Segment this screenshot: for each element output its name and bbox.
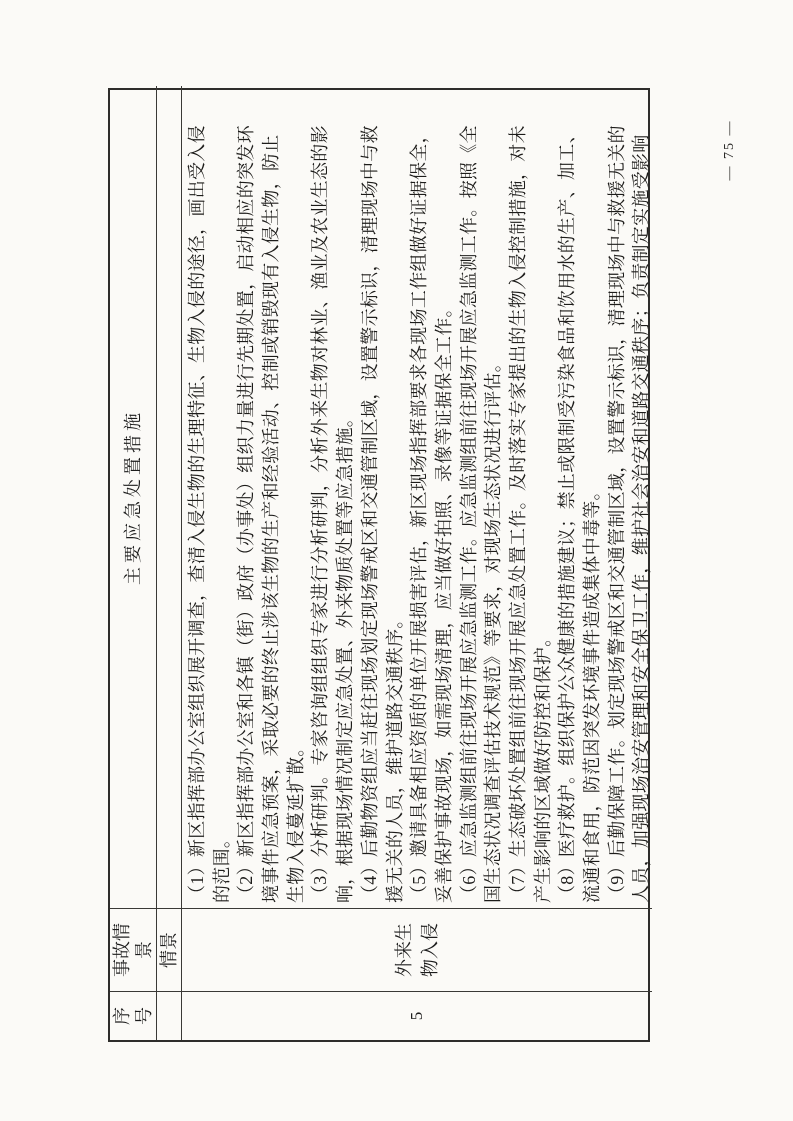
subheader-scenario-label: 情景 (159, 932, 179, 968)
emergency-measures-table (108, 88, 650, 1042)
header-serial-label: 序号 (112, 1007, 154, 1025)
header-cell-serial (110, 991, 157, 1040)
measure-line: 境事件应急预案，采取必要的终止涉该生物的生产和经验活动、控制或销毁现有入侵生物，防止 (261, 134, 282, 903)
measure-line: （9）后勤保障工作。划定现场警戒区和交通管制区域，设置警示标识，清理现场中与救援无关的 (606, 125, 627, 903)
measure-line: 生物入侵蔓延扩散。 (285, 738, 306, 903)
measure-line: 流通和食用，防范因突发环境事件造成集体中毒等。 (582, 482, 602, 903)
page-number: — 75 — (722, 119, 737, 181)
header-scenario-label: 事故情景 (112, 923, 154, 977)
scenario-value: 外来生物入侵 (394, 923, 440, 977)
measure-line: 援无关的人员，维护道路交通秩序。 (384, 610, 405, 903)
subheader-cell-measures (157, 86, 182, 908)
serial-number-value: 5 (407, 1011, 426, 1021)
data-cell-scenario (182, 908, 652, 991)
measure-line: 人员，加强现场治安管理和安全保卫工作，维护社会治安和道路交通秩序；负责制定实施受影响 (631, 134, 652, 903)
subheader-cell-scenario (157, 908, 182, 991)
header-cell-measures (110, 86, 157, 908)
header-cell-scenario (110, 908, 157, 991)
table-grid (108, 88, 650, 1042)
measure-line: （2）新区指挥部办公室和各镇（街）政府（办事处）组织力量进行先期处置，启动相应的突发环 (236, 125, 257, 903)
measure-line: 国生态状况调查评估技术规范》等要求，对现场生态状况进行评估。 (483, 354, 504, 903)
measure-line: 的范围。 (211, 829, 232, 903)
measure-line: （3）分析研判。专家咨询组组织专家进行分析研判，分析外来生物对林业、渔业及农业生态的影 (310, 125, 331, 903)
header-measures-label: 主要应急处置措施 (123, 409, 143, 585)
measure-line: （5）邀请具备相应资质的单位开展损害评估，新区现场指挥部要求各现场工作组做好证据保全， (409, 125, 430, 903)
measures-text (185, 86, 652, 903)
measure-line: （7）生态破坏处置组前往现场开展应急处置工作。及时落实专家提出的生物入侵控制措施，对未 (507, 125, 528, 903)
data-cell-measures (182, 86, 652, 908)
measure-line: （8）医疗救护。组织保护公众健康的措施建议；禁止或限制受污染食品和饮用水的生产、加工、 (557, 125, 578, 903)
measure-line: （1）新区指挥部办公室组织展开调查，查清入侵生物的生理特征、生物入侵的途径，画出受入侵 (187, 125, 207, 903)
subheader-cell-serial (157, 991, 182, 1040)
measure-line: （6）应急监测组前往现场开展应急监测工作。应急监测组前往现场开展应急监测工作。按照《全 (458, 125, 479, 903)
measure-line: 妥善保护事故现场，如需现场清理，应当做好拍照、录像等证据保全工作。 (433, 299, 454, 903)
measure-line: 响，根据现场情况制定应急处置、外来物质处置等应急措施。 (335, 408, 356, 903)
data-cell-serial (182, 991, 652, 1040)
measure-line: 产生影响的区域做好防控和保护。 (532, 628, 553, 903)
measure-line: （4）后勤物资组应当赶往现场划定现场警戒区和交通管制区域，设置警示标识，清理现场中与救 (359, 125, 380, 903)
